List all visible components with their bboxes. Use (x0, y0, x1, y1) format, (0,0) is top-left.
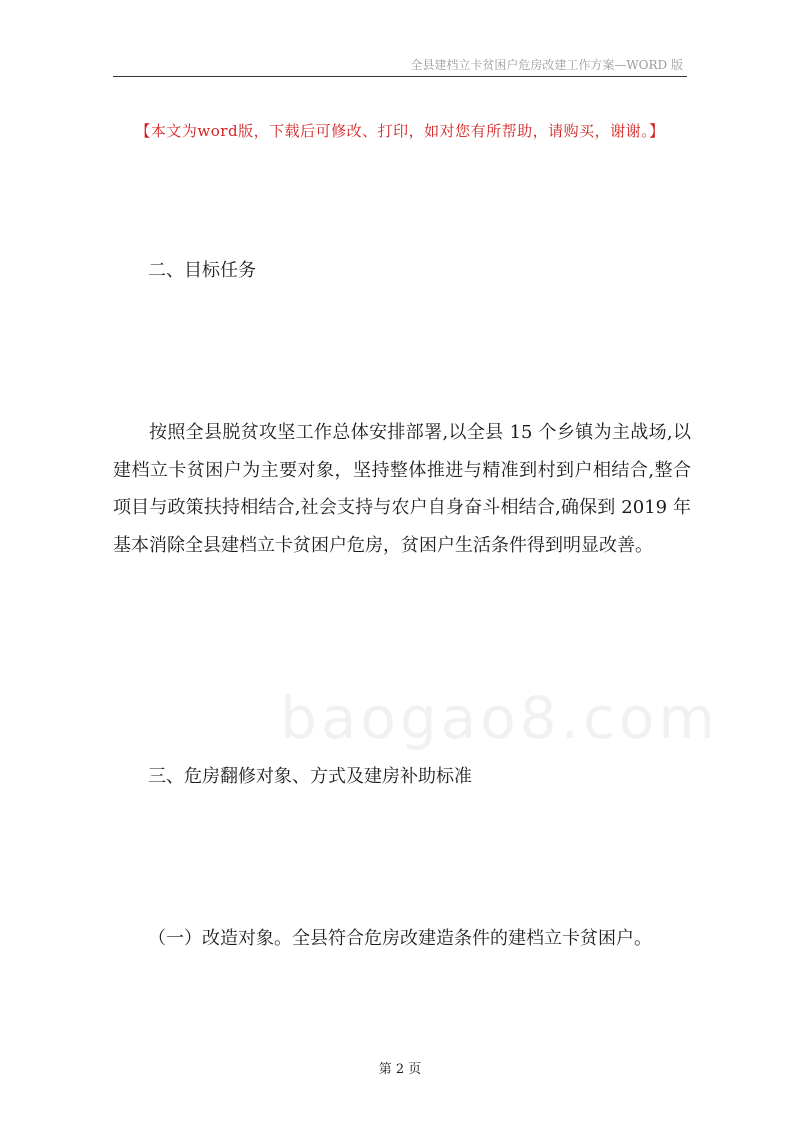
goals-paragraph: 按照全县脱贫攻坚工作总体安排部署,以全县 15 个乡镇为主战场,以建档立卡贫困户为主要对象，坚持整体推进与精准到村到户相结合,整合项目与政策扶持相结合,社会支持与农户自身奋斗相结合,确保到 2019 年基本消除全县建档立卡贫困户危房，贫困户生活条件得到明显改善。 (113, 422, 691, 556)
header-title: 全县建档立卡贫困户危房改建工作方案—WORD 版 (410, 58, 683, 72)
page-number: 第 2 页 (378, 1062, 422, 1077)
renovation-target-item: （一）改造对象。全县符合危房改建造条件的建档立卡贫困户。 (148, 928, 652, 949)
section-heading-renovation: 三、危房翻修对象、方式及建房补助标准 (148, 766, 472, 787)
watermark-text: baogao8.com (280, 684, 719, 752)
purchase-notice: 【本文为word版，下载后可修改、打印，如对您有所帮助，请购买，谢谢。】 (135, 122, 665, 140)
section-heading-goals: 二、目标任务 (148, 260, 256, 281)
page-header (113, 52, 687, 77)
